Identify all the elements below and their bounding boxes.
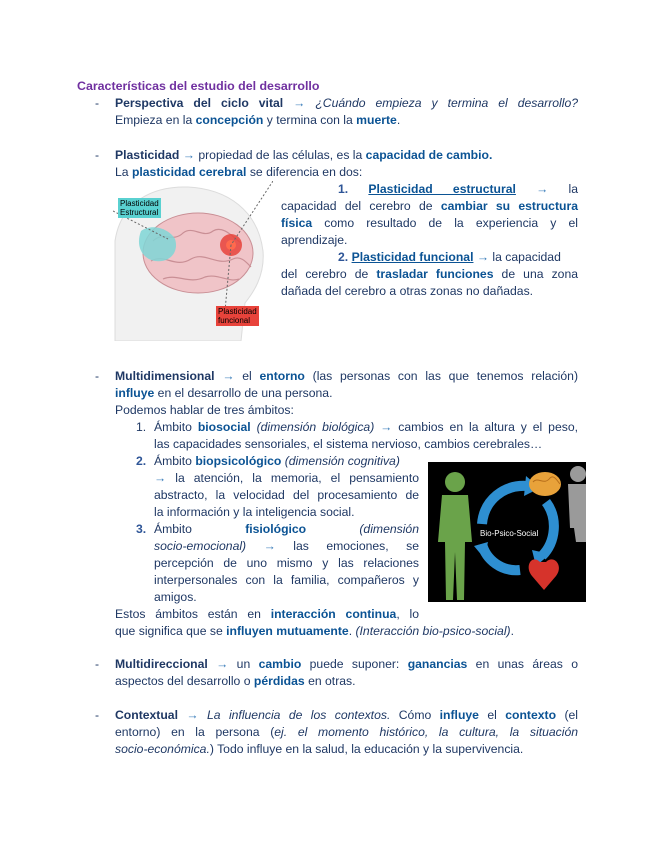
p1-line2: capacidad del cerebro de cambiar su estructura xyxy=(281,199,578,213)
item3-line3: percepción de uno mismo y las relaciones xyxy=(154,556,419,570)
bio-psico-social-label: Bio-Psico-Social xyxy=(480,529,539,538)
s4-line1: Multidireccional → un cambio puede suponer: ganancias en unas áreas o xyxy=(115,657,578,671)
s4-line2: aspectos del desarrollo o pérdidas en otras. xyxy=(115,674,356,688)
s5-line2: entorno) en la persona (ej. el momento histórico, la cultura, la situación xyxy=(115,725,578,739)
item2-line4: la información y la inteligencia social. xyxy=(154,505,355,519)
item3-line2: socio-emocional) → las emociones, se xyxy=(154,539,420,553)
item3-number: 3. xyxy=(136,522,147,536)
bullet-dash: - xyxy=(95,657,100,671)
item2-line2: → la atención, la memoria, el pensamiento xyxy=(154,471,419,485)
p1-line1: 1. Plasticidad estructural → la xyxy=(338,182,579,196)
tag-structural: Plasticidad Estructural xyxy=(120,199,159,217)
page-title: Características del estudio del desarrollo xyxy=(77,79,320,93)
item1-line1: Ámbito biosocial (dimensión biológica) → cambios en la altura y el peso, xyxy=(154,420,578,434)
bullet-dash: - xyxy=(95,148,100,162)
s1-line1: Perspectiva del ciclo vital → ¿Cuándo empieza y termina el desarrollo? xyxy=(115,96,579,110)
item2-line1: Ámbito biopsicológico (dimensión cognitiva) xyxy=(154,454,400,468)
item2-number: 2. xyxy=(136,454,147,468)
p2-line2: del cerebro de trasladar funciones de una zona xyxy=(281,267,579,281)
s3-line-e: que significa que se influyen mutuamente. (Interacción bio-psico-social). xyxy=(115,624,514,638)
p1-line4: aprendizaje. xyxy=(281,233,348,247)
p1-line3: física como resultado de la experiencia y el xyxy=(281,216,578,230)
s1-line2: Empieza en la concepción y termina con la muerte. xyxy=(115,113,401,127)
p2-line1: 2. Plasticidad funcional → la capacidad xyxy=(338,250,561,264)
s3-line-d: Estos ámbitos están en interacción continua, lo xyxy=(115,607,419,621)
item1-line2: las capacidades sensoriales, el sistema nervioso, cambios cerebrales… xyxy=(154,437,543,451)
s3-line2: influye en el desarrollo de una persona. xyxy=(115,386,333,400)
bullet-dash: - xyxy=(95,369,100,383)
s2-line2: La plasticidad cerebral se diferencia en dos: xyxy=(115,165,363,179)
item1-number: 1. xyxy=(136,420,147,434)
item3-line4: interpersonales con la familia, compañeros y xyxy=(154,573,419,587)
p2-line3: dañada del cerebro a otras zonas no dañadas. xyxy=(281,284,534,298)
s2-line1: Plasticidad → propiedad de las células, es la capacidad de cambio. xyxy=(115,148,493,162)
s3-line3: Podemos hablar de tres ámbitos: xyxy=(115,403,294,417)
s3-line1: Multidimensional → el entorno (las personas con las que tenemos relación) xyxy=(115,369,579,383)
brain-icon xyxy=(529,472,561,496)
bio-psico-social-image xyxy=(428,462,586,602)
item2-line3: abstracto, la velocidad del procesamiento de xyxy=(154,488,419,502)
s5-line3: socio-económica.) Todo influye en la salud, la educación y la supervivencia. xyxy=(115,742,524,756)
item3-line5: amigos. xyxy=(154,590,197,604)
bullet-dash: - xyxy=(95,708,100,722)
item3-line1: Ámbito fisiológico (dimensión xyxy=(154,522,419,536)
tag-functional: Plasticidad funcional xyxy=(218,307,257,325)
bullet-dash: - xyxy=(95,96,100,110)
s5-line1: Contextual → La influencia de los contextos. Cómo influye el contexto (el xyxy=(115,708,578,722)
